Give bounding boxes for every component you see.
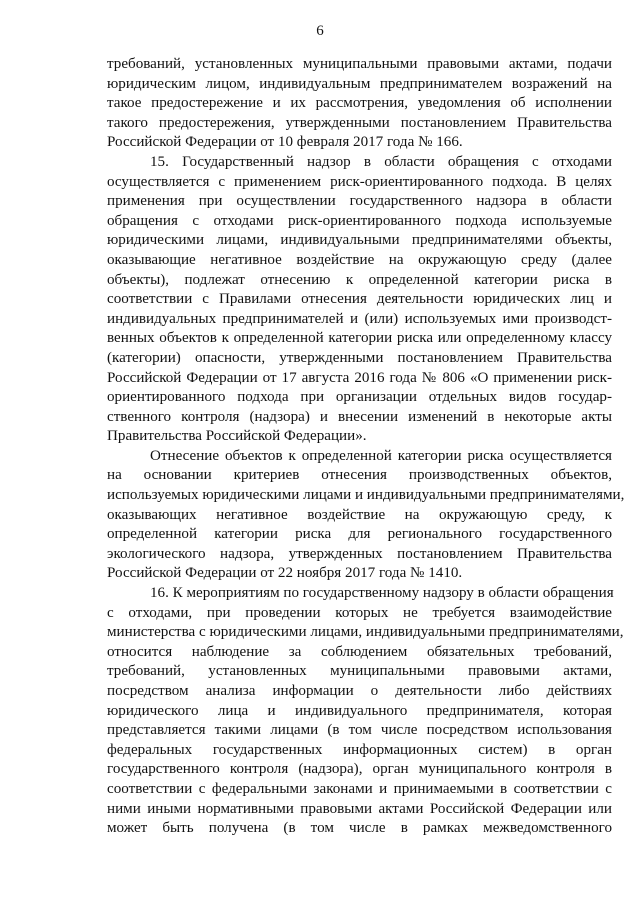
text-line: 15. Государственный надзор в области обращения с отходами: [150, 153, 612, 170]
text-line: (категории) опасности, утвержденными постановлением Правительства: [107, 349, 612, 366]
text-line: соответствии с федеральными законами и принимаемыми в соответствии с: [107, 780, 612, 797]
text-line: посредством анализа информации о деятельности либо действиях: [107, 683, 612, 699]
text-line: индивидуальных предпринимателей и (или) используемых ими производст-: [107, 310, 612, 327]
text-line: юридическим лицом, индивидуальным предпринимателем возражений на: [107, 75, 612, 92]
text-line: Отнесение объектов к определенной категории риска осуществляется: [150, 447, 612, 464]
paragraph: [107, 55, 612, 153]
text-line: ними иными нормативными правовыми актами Российской Федерации или: [107, 800, 612, 817]
text-line: используемых юридическими лицами и индивидуальными предпринимателями,: [107, 487, 625, 504]
text-line: Российской Федерации от 17 августа 2016 года № 806 «О применении риск-: [107, 369, 612, 386]
text-line: 16. К мероприятиям по государственному надзору в области обращения: [150, 585, 614, 602]
text-line: ственного контроля (надзора) и внесении изменений в некоторые акты: [107, 408, 612, 425]
text-line: такое предостережение и их рассмотрения, уведомления об исполнении: [107, 95, 612, 112]
text-line: определенной категории риска для регионального государственного: [107, 526, 612, 543]
text-line: на основании критериев отнесения производственных объектов,: [107, 467, 612, 484]
text-line: Российской Федерации от 10 февраля 2017 года № 166.: [107, 134, 463, 151]
paragraph: [107, 153, 612, 447]
text-line: такого предостережения, утвержденными постановлением Правительства: [107, 114, 612, 131]
page-number: 6: [316, 23, 324, 39]
text-line: относится наблюдение за соблюдением обязательных требований,: [107, 643, 612, 660]
text-line: требований, установленных муниципальными правовыми актами, подачи: [107, 56, 612, 72]
text-line: может быть получена (в том числе в рамках межведомственного: [107, 820, 612, 837]
text-line: министерства с юридическими лицами, индивидуальными предпринимателями,: [107, 624, 624, 641]
text-line: осуществляется с применением риск-ориентированного подхода. В целях: [107, 173, 612, 190]
text-line: юридического лица и индивидуального предпринимателя, которая: [107, 702, 612, 719]
text-line: Российской Федерации от 22 ноября 2017 года № 1410.: [107, 565, 463, 582]
document-body: [107, 55, 625, 839]
paragraph: [107, 447, 625, 584]
text-line: представляется такими лицами (в том числе посредством использования: [107, 722, 612, 739]
text-line: обращения с отходами риск-ориентированного подхода используемые: [107, 212, 612, 229]
paragraph: [107, 584, 624, 839]
text-line: юридическими лицами, индивидуальными предпринимателями объекты,: [107, 232, 612, 249]
text-line: требований, установленных муниципальными правовыми актами,: [107, 663, 612, 680]
text-line: экологического надзора, утвержденных постановлением Правительства: [107, 545, 612, 562]
text-line: венных объектов к определенной категории риска или определенному классу: [107, 330, 612, 347]
text-line: государственного контроля (надзора), орган муниципального контроля в: [107, 761, 612, 778]
text-line: объекты), подлежат отнесению к определенной категории риска в: [107, 271, 612, 288]
text-line: оказывающие негативное воздействие на окружающую среду (далее: [107, 251, 612, 268]
text-line: федеральных государственных информационных систем) в орган: [107, 741, 612, 758]
text-line: Правительства Российской Федерации».: [107, 428, 367, 445]
text-line: оказывающих негативное воздействие на окружающую среду, к: [107, 506, 612, 523]
text-line: соответствии с Правилами отнесения деятельности юридических лиц и: [107, 291, 612, 308]
text-line: ориентированного подхода при организации отдельных видов государ-: [107, 389, 612, 406]
text-line: применения при осуществлении государственного надзора в области: [107, 193, 612, 210]
text-line: с отходами, при проведении которых не требуется взаимодействие: [107, 604, 612, 621]
